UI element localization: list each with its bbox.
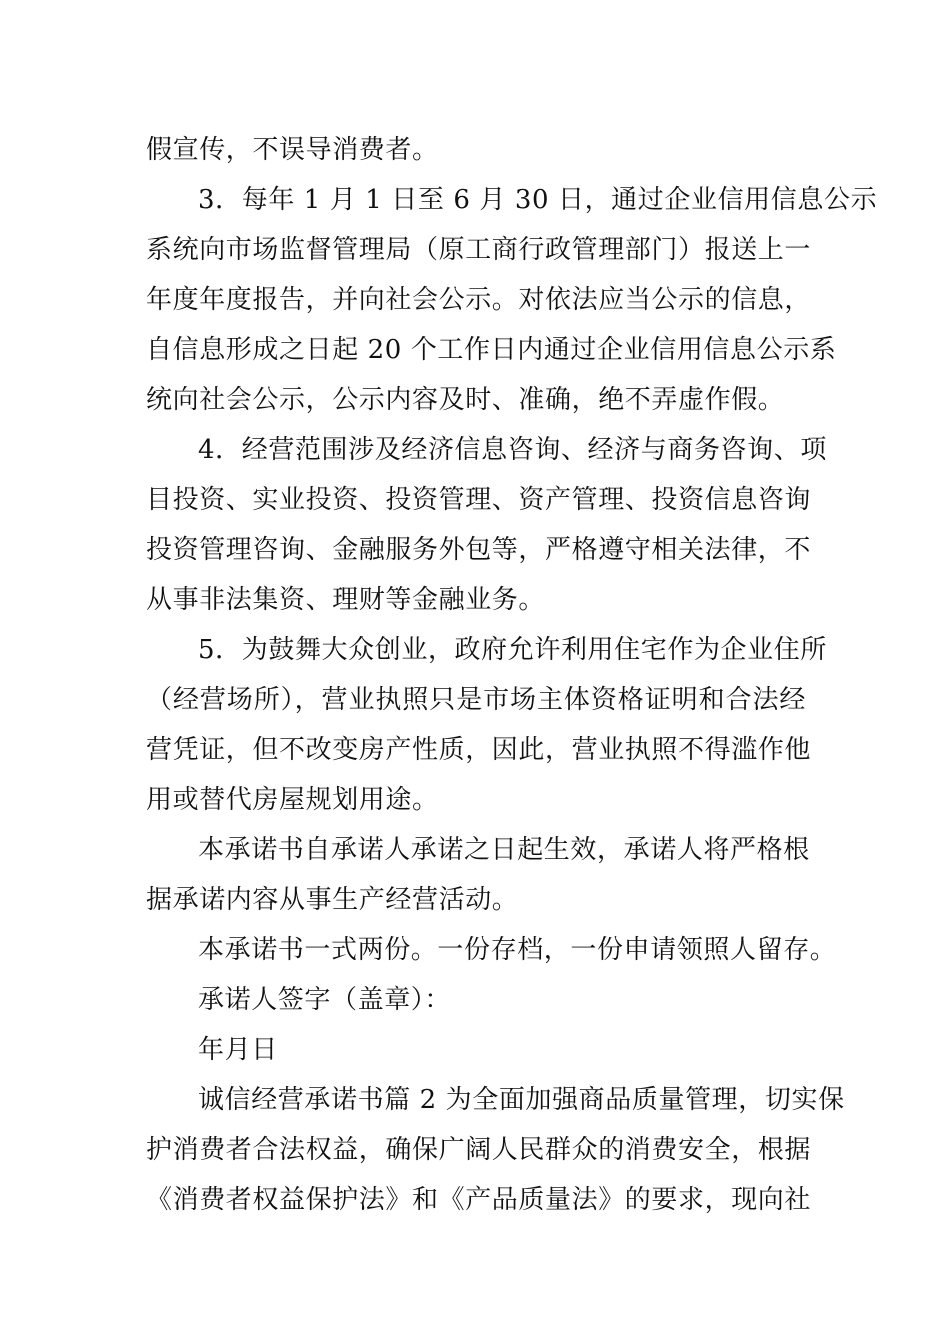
- text-line: 据承诺内容从事生产经营活动。: [146, 885, 519, 915]
- text-line: 自信息形成之日起 20 个工作日内通过企业信用信息公示系: [146, 335, 837, 365]
- text-line: 5．为鼓舞大众创业，政府允许利用住宅作为企业住所: [198, 635, 827, 665]
- text-line: 承诺人签字（盖章）：: [198, 985, 452, 1015]
- text-line: （经营场所），营业执照只是市场主体资格证明和合法经: [146, 685, 806, 715]
- text-line: 营凭证，但不改变房产性质，因此，营业执照不得滥作他: [146, 735, 812, 765]
- text-line: 本承诺书自承诺人承诺之日起生效，承诺人将严格根: [198, 835, 810, 865]
- text-line: 用或替代房屋规划用途。: [146, 785, 439, 815]
- text-line: 4．经营范围涉及经济信息咨询、经济与商务咨询、项: [198, 435, 827, 465]
- text-line: 假宣传，不误导消费者。: [146, 135, 439, 165]
- text-line: 诚信经营承诺书篇 2 为全面加强商品质量管理，切实保: [198, 1085, 845, 1115]
- text-line: 《消费者权益保护法》和《产品质量法》的要求，现向社: [146, 1185, 812, 1215]
- text-line: 从事非法集资、理财等金融业务。: [146, 585, 546, 615]
- text-line: 年度年度报告，并向社会公示。对依法应当公示的信息，: [146, 285, 812, 315]
- text-line: 本承诺书一式两份。一份存档，一份申请领照人留存。: [198, 935, 837, 965]
- text-line: 系统向市场监督管理局（原工商行政管理部门）报送上一: [146, 235, 812, 265]
- text-line: 护消费者合法权益，确保广阔人民群众的消费安全，根据: [146, 1135, 812, 1165]
- text-line: 目投资、实业投资、投资管理、资产管理、投资信息咨询: [146, 485, 812, 515]
- text-line: 投资管理咨询、金融服务外包等，严格遵守相关法律，不: [146, 535, 812, 565]
- text-line: 3．每年 1 月 1 日至 6 月 30 日，通过企业信用信息公示: [198, 185, 878, 215]
- text-line: 统向社会公示，公示内容及时、准确，绝不弄虚作假。: [146, 385, 785, 415]
- text-line: 年月日: [198, 1035, 278, 1065]
